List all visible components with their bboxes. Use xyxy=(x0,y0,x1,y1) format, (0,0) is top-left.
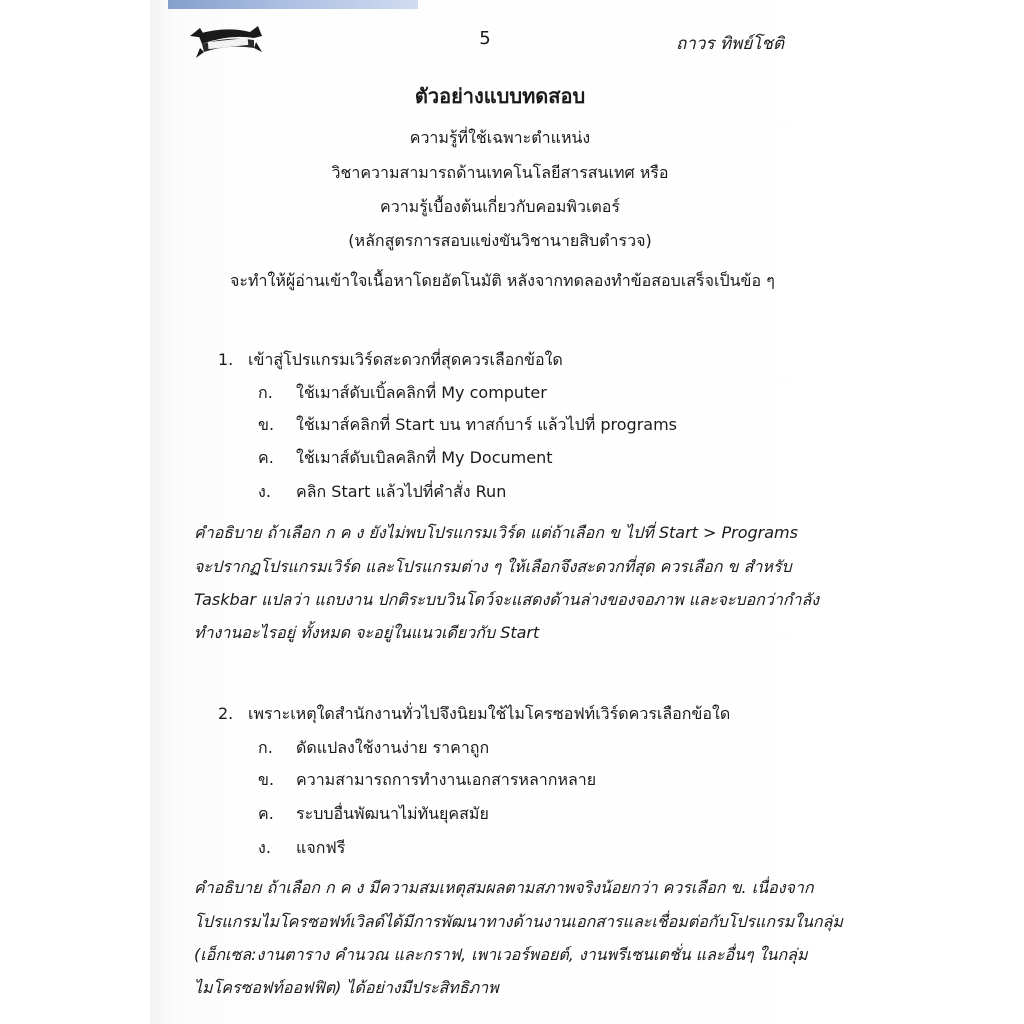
option-text: ดัดแปลงใช้งานง่าย ราคาถูก xyxy=(296,738,490,757)
question-text: เข้าสู่โปรแกรมเวิร์ดสะดวกที่สุดควรเลือกข้อใด xyxy=(248,350,563,369)
page-number: 5 xyxy=(479,28,491,49)
option xyxy=(258,446,553,471)
option-letter: ก. xyxy=(258,383,273,402)
question-text: เพราะเหตุใดสำนักงานทั่วไปจึงนิยมใช้ไมโครซอฟท์เวิร์ดควรเลือกข้อใด xyxy=(248,704,731,723)
subtitle-line: ความรู้เบื้องต้นเกี่ยวกับคอมพิวเตอร์ xyxy=(380,197,620,216)
option-text: ความสามารถการทำงานเอกสารหลากหลาย xyxy=(296,770,597,789)
document-title: ตัวอย่างแบบทดสอบ xyxy=(414,84,586,108)
question-number: 1. xyxy=(218,350,234,369)
option xyxy=(258,836,345,861)
option-letter: ง. xyxy=(258,838,271,857)
option-text: ใช้เมาส์ดับเบิ้ลคลิกที่ My computer xyxy=(296,383,547,402)
subtitle-line: วิชาความสามารถด้านเทคโนโลยีสารสนเทศ หรือ xyxy=(331,163,669,182)
option xyxy=(258,736,489,761)
scan-edge-strip xyxy=(168,0,418,9)
option-letter: ค. xyxy=(258,804,274,823)
option-text: ระบบอื่นพัฒนาไม่ทันยุคสมัย xyxy=(296,804,489,823)
option-letter: ค. xyxy=(258,448,274,467)
subtitle-line: ความรู้ที่ใช้เฉพาะตำแหน่ง xyxy=(409,128,591,147)
explanation-line: (เอ็กเซล:งานตาราง คำนวณ และกราฟ, เพาเวอร์พอยต์, งานพรีเซนเตชั่น และอื่นๆ ในกลุ่ม xyxy=(194,945,808,964)
author-name: ถาวร ทิพย์โชติ xyxy=(676,34,785,54)
question-number: 2. xyxy=(218,704,234,723)
scroll-logo-icon xyxy=(188,22,264,60)
option-letter: ง. xyxy=(258,482,271,501)
option xyxy=(258,413,677,438)
subtitle-line: (หลักสูตรการสอบแข่งขันวิชานายสิบตำรวจ) xyxy=(348,231,652,250)
explanation-line: ไมโครซอฟท์ออฟฟิต) ได้อย่างมีประสิทธิภาพ xyxy=(194,978,499,997)
option-text: คลิก Start แล้วไปที่คำสั่ง Run xyxy=(296,482,507,501)
option xyxy=(258,768,596,793)
option-text: ใช้เมาส์ดับเบิลคลิกที่ My Document xyxy=(296,448,553,467)
option xyxy=(258,381,547,406)
option-letter: ข. xyxy=(258,770,275,789)
page-margin xyxy=(0,0,150,1024)
explanation-line: Taskbar แปลว่า แถบงาน ปกติระบบวินโดว์จะแสดงด้านล่างของจอภาพ และจะบอกว่ากำลัง xyxy=(194,590,820,609)
option-letter: ข. xyxy=(258,415,275,434)
question-1 xyxy=(218,348,563,373)
explanation-line: คำอธิบาย ถ้าเลือก ก ค ง มีความสมเหตุสมผลตามสภาพจริงน้อยกว่า ควรเลือก ข. เนื่องจาก xyxy=(194,878,814,897)
explanation-line: จะปรากฏโปรแกรมเวิร์ด และโปรแกรมต่าง ๆ ให้เลือกจึงสะดวกที่สุด ควรเลือก ข สำหรับ xyxy=(194,557,792,576)
option-letter: ก. xyxy=(258,738,273,757)
option xyxy=(258,480,506,505)
explanation-line: โปรแกรมไมโครซอฟท์เวิลด์ได้มีการพัฒนาทางด้านงานเอกสารและเชื่อมต่อกับโปรแกรมในกลุ่ม xyxy=(194,912,843,931)
option-text: ใช้เมาส์คลิกที่ Start บน ทาสก์บาร์ แล้วไปที่ programs xyxy=(296,415,677,434)
option xyxy=(258,802,489,827)
option-text: แจกฟรี xyxy=(296,838,346,857)
explanation-line: ทำงานอะไรอยู่ ทั้งหมด จะอยู่ในแนวเดียวกับ Start xyxy=(194,623,540,642)
question-2 xyxy=(218,702,730,727)
intro-text: จะทำให้ผู้อ่านเข้าใจเนื้อหาโดยอัตโนมัติ หลังจากทดลองทำข้อสอบเสร็จเป็นข้อ ๆ xyxy=(230,271,775,290)
explanation-line: คำอธิบาย ถ้าเลือก ก ค ง ยังไม่พบโปรแกรมเวิร์ด แต่ถ้าเลือก ข ไปที่ Start > Programs xyxy=(194,523,798,542)
